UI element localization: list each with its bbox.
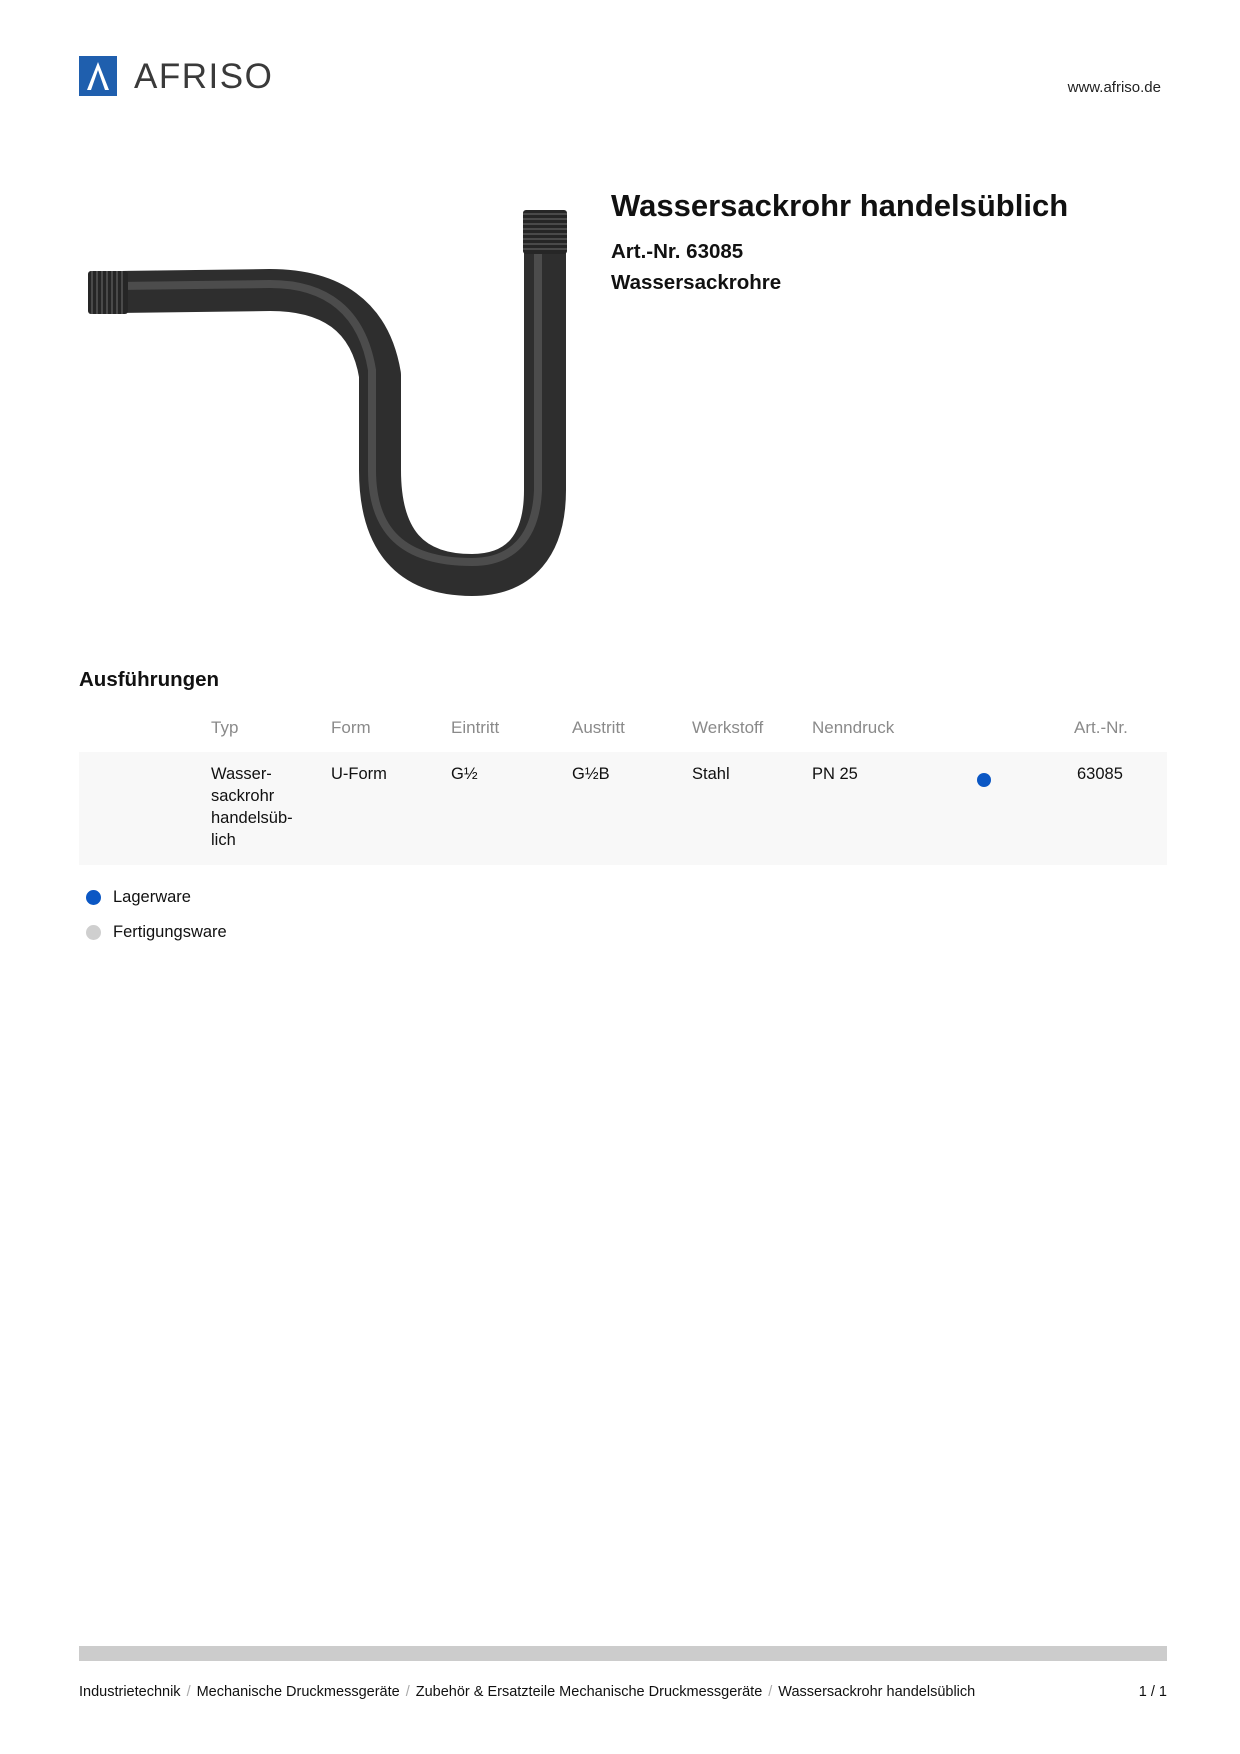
- blue-dot-icon: [86, 890, 101, 905]
- article-number: Art.-Nr. 63085: [611, 240, 744, 263]
- table-header: [79, 712, 1167, 752]
- pipe-body: [122, 220, 545, 575]
- variants-table: [79, 712, 1167, 865]
- header-form: Form: [331, 718, 371, 737]
- header-typ: Typ: [211, 718, 239, 737]
- brand-name: AFRISO: [134, 56, 274, 96]
- breadcrumb-separator: /: [405, 1684, 410, 1700]
- legend-label: Fertigungsware: [113, 923, 227, 941]
- breadcrumb-item[interactable]: Zubehör & Ersatzteile Mechanische Druckmessgeräte: [415, 1684, 763, 1700]
- header-austritt: Austritt: [572, 718, 625, 737]
- left-thread: [88, 271, 128, 314]
- legend-item-lagerware: [86, 880, 227, 915]
- cell-nenndruck: PN 25: [812, 765, 858, 783]
- top-thread: [523, 210, 567, 254]
- product-image: [80, 200, 585, 600]
- header-eintritt: Eintritt: [451, 718, 500, 737]
- grey-dot-icon: [86, 925, 101, 940]
- breadcrumb-item[interactable]: Industrietechnik: [79, 1684, 181, 1700]
- afriso-logo-icon: [79, 56, 117, 96]
- cell-austritt: G½B: [572, 765, 610, 783]
- product-category: Wassersackrohre: [611, 271, 782, 294]
- legend-item-fertigungsware: [86, 915, 227, 950]
- header-werkstoff: Werkstoff: [692, 718, 764, 737]
- stock-status-dot: [977, 773, 991, 787]
- cell-typ-line: lich: [211, 831, 236, 849]
- cell-typ-line: sackrohr: [211, 787, 275, 805]
- cell-eintritt: G½: [451, 765, 478, 783]
- legend-label: Lagerware: [113, 888, 191, 906]
- breadcrumb-item[interactable]: Mechanische Druckmessgeräte: [196, 1684, 400, 1700]
- cell-typ-line: handelsüb-: [211, 809, 293, 827]
- breadcrumb: [79, 1684, 975, 1700]
- variants-section-title: Ausführungen: [79, 668, 220, 691]
- stock-legend: [86, 880, 227, 950]
- header-nenndruck: Nenndruck: [812, 718, 895, 737]
- cell-werkstoff: Stahl: [692, 765, 730, 783]
- breadcrumb-separator: /: [186, 1684, 191, 1700]
- cell-art-nr: 63085: [1077, 765, 1123, 783]
- cell-typ-line: Wasser-: [211, 765, 272, 783]
- product-title: Wassersackrohr handelsüblich: [611, 188, 1069, 223]
- breadcrumb-separator: /: [768, 1684, 773, 1700]
- footer-divider: [79, 1646, 1167, 1661]
- breadcrumb-item[interactable]: Wassersackrohr handelsüblich: [778, 1684, 976, 1700]
- website-link[interactable]: www.afriso.de: [1067, 79, 1161, 96]
- header-art-nr: Art.-Nr.: [1074, 718, 1128, 737]
- cell-typ: [211, 763, 311, 851]
- cell-form: U-Form: [331, 765, 387, 783]
- brand-logo: [79, 56, 273, 96]
- page-number: 1 / 1: [1138, 1684, 1167, 1700]
- table-row[interactable]: [79, 752, 1167, 865]
